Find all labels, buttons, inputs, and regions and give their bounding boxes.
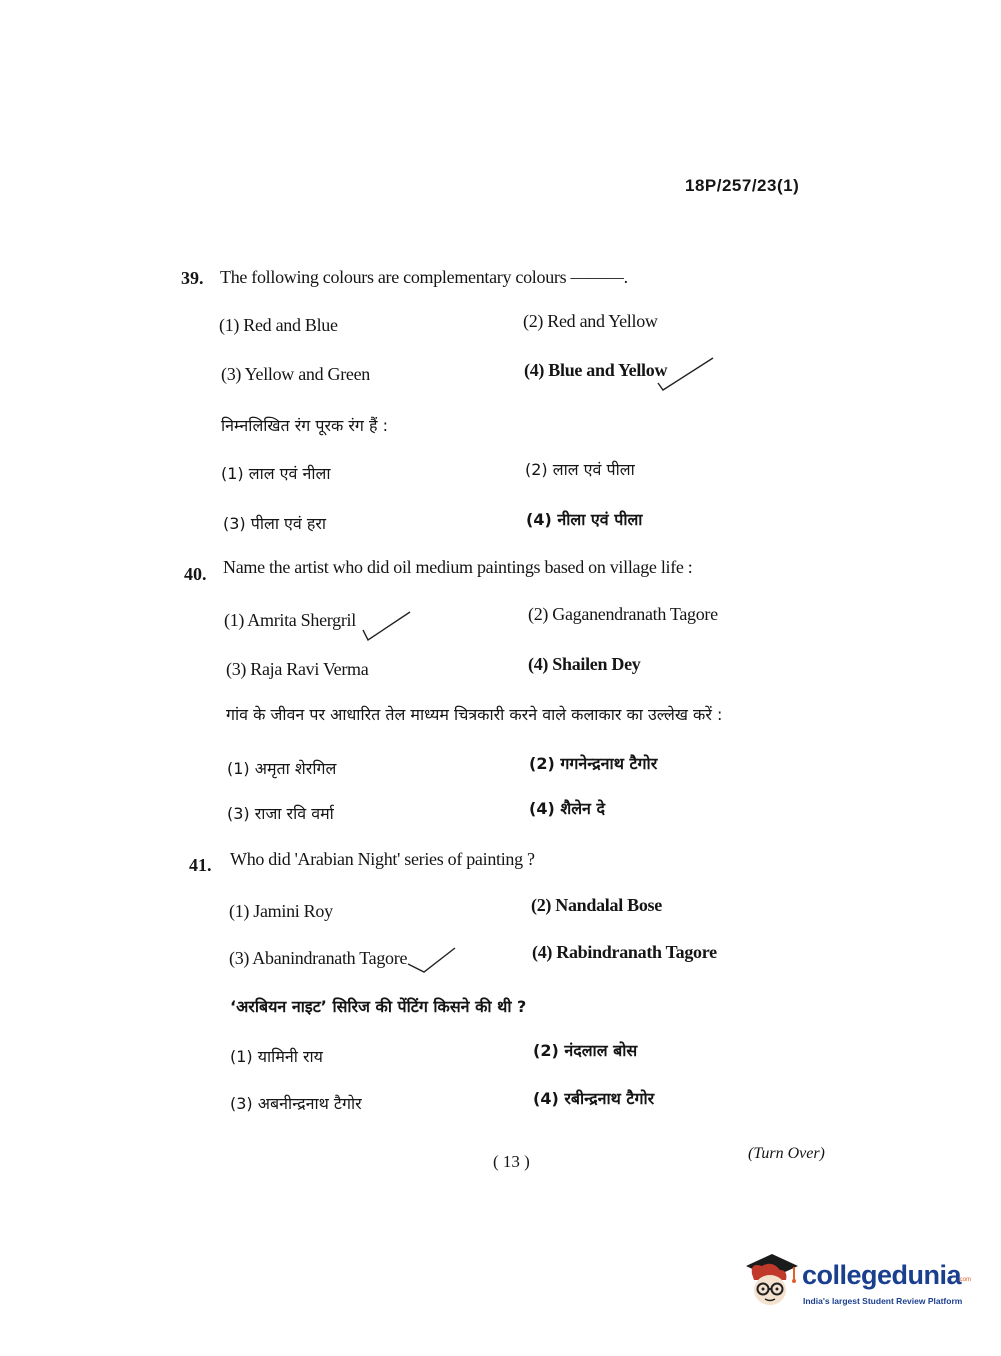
question-text: The following colours are complementary colours ———. [220,267,628,287]
hindi-option-3: (3) राजा रवि वर्मा [227,804,334,823]
brand-suffix: .com [958,1277,972,1283]
hindi-option-4: (4) रबीन्द्रनाथ टैगोर [533,1089,655,1108]
checkmark-icon [360,608,414,644]
hindi-option-2: (2) लाल एवं पीला [525,460,635,479]
hindi-option-4: (4) नीला एवं पीला [526,510,643,529]
brand-tagline: India's largest Student Review Platform [803,1296,963,1306]
hindi-option-1: (1) अमृता शेरगिल [227,759,337,778]
hindi-option-3: (3) पीला एवं हरा [223,514,327,533]
option-1: (1) Red and Blue [219,315,338,335]
checkmark-icon [655,355,717,393]
option-4: (4) Rabindranath Tagore [532,942,717,962]
question-text: Name the artist who did oil medium paintings based on village life : [223,557,693,577]
brand-name: collegedunia [802,1260,962,1290]
option-2: (2) Gaganendranath Tagore [528,604,718,624]
hindi-option-1: (1) लाल एवं नीला [221,464,331,483]
option-1: (1) Amrita Shergril [224,610,356,630]
option-1: (1) Jamini Roy [229,901,333,921]
option-2: (2) Nandalal Bose [531,895,662,915]
hindi-option-4: (4) शैलेन दे [529,799,606,818]
question-number: 40. [184,564,207,584]
paper-code: 18P/257/23(1) [685,176,800,195]
hindi-option-2: (2) नंदलाल बोस [533,1041,638,1060]
option-3: (3) Yellow and Green [221,364,370,384]
hindi-question-text: गांव के जीवन पर आधारित तेल माध्यम चित्रकारी करने वाले कलाकार का उल्लेख करें : [226,705,723,724]
option-2: (2) Red and Yellow [523,311,658,331]
collegedunia-mascot-icon [742,1248,800,1310]
checkmark-icon [406,944,458,976]
hindi-question-text: निम्नलिखित रंग पूरक रंग हैं : [221,416,388,435]
page-number: ( 13 ) [493,1152,530,1171]
turn-over-note: (Turn Over) [748,1145,825,1162]
option-3: (3) Raja Ravi Verma [226,659,369,679]
question-text: Who did 'Arabian Night' series of painting ? [230,849,535,869]
hindi-option-1: (1) यामिनी राय [230,1047,323,1066]
question-number: 39. [181,268,204,288]
option-3: (3) Abanindranath Tagore [229,948,408,968]
option-4: (4) Blue and Yellow [524,360,668,380]
hindi-option-2: (2) गगनेन्द्रनाथ टैगोर [529,754,658,773]
hindi-question-text: ‘अरबियन नाइट’ सिरिज की पेंटिंग किसने की थी ? [230,997,527,1016]
question-number: 41. [189,855,212,875]
option-4: (4) Shailen Dey [528,654,641,674]
hindi-option-3: (3) अबनीन्द्रनाथ टैगोर [230,1094,362,1113]
